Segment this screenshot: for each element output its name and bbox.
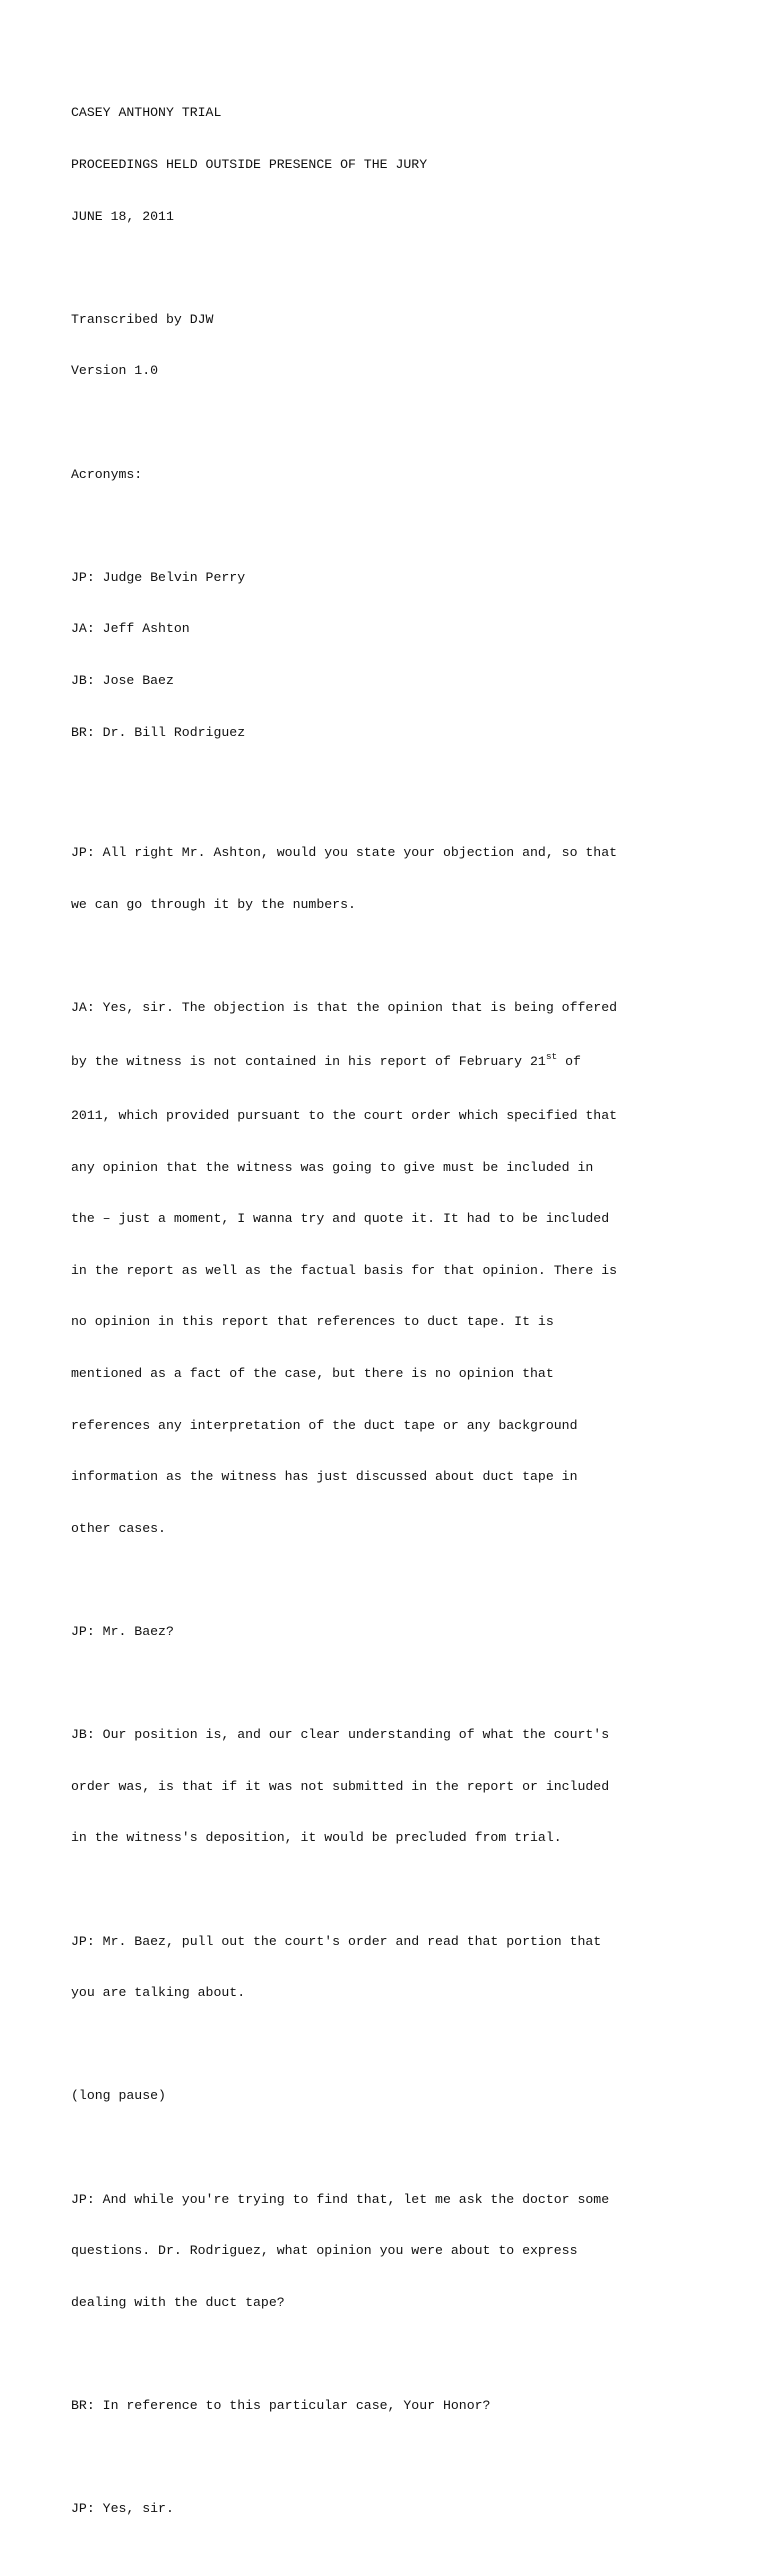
transcript-line: in the report as well as the factual basis for that opinion. There is	[71, 1262, 618, 1278]
transcript-line: 2011, which provided pursuant to the court order which specified that	[71, 1107, 618, 1123]
acronyms-heading: Acronyms:	[71, 466, 143, 482]
transcript-line: JP: Mr. Baez?	[71, 1623, 174, 1639]
transcript-line: you are talking about.	[71, 1985, 246, 2001]
transcript-line-with-superscript	[71, 1051, 711, 1073]
transcript-text: by the witness is not contained in his report of February 21	[71, 1053, 546, 1069]
ordinal-superscript: st	[545, 1050, 558, 1062]
transcript-line: mentioned as a fact of the case, but there is no opinion that	[71, 1365, 554, 1381]
transcript-page	[71, 70, 711, 2569]
transcript-line: references any interpretation of the duct tape or any background	[71, 1417, 578, 1433]
transcript-text: of	[557, 1053, 581, 1069]
acronyms-list	[71, 534, 711, 775]
transcriber-line: Transcribed by DJW	[71, 311, 214, 327]
transcript-line: the – just a moment, I wanna try and quote it. It had to be included	[71, 1211, 610, 1227]
acronym-item: JP: Judge Belvin Perry	[71, 569, 246, 585]
version-line: Version 1.0	[71, 363, 159, 379]
transcript-paragraph	[71, 2363, 711, 2449]
transcript-line: in the witness's deposition, it would be precluded from trial.	[71, 1830, 562, 1846]
document-header	[71, 70, 711, 259]
transcript-line: JP: All right Mr. Ashton, would you state your objection and, so that	[71, 845, 618, 861]
transcript-paragraph	[71, 2156, 711, 2345]
transcript-line: (long pause)	[71, 2088, 166, 2104]
document-meta	[71, 276, 711, 414]
transcript-paragraph	[71, 1898, 711, 2036]
transcript-line: JA: Yes, sir. The objection is that the opinion that is being offered	[71, 999, 618, 1015]
transcript-line: BR: In reference to this particular case, Your Honor?	[71, 2398, 491, 2414]
acronyms-heading-block	[71, 431, 711, 517]
acronym-item: BR: Dr. Bill Rodriguez	[71, 724, 246, 740]
transcript-line: questions. Dr. Rodriguez, what opinion you were about to express	[71, 2243, 578, 2259]
transcript-paragraph	[71, 2466, 711, 2552]
transcript-line: other cases.	[71, 1520, 166, 1536]
transcript-paragraph	[71, 2053, 711, 2139]
transcript-line: we can go through it by the numbers.	[71, 896, 356, 912]
document-date: JUNE 18, 2011	[71, 208, 174, 224]
transcript-line: JP: And while you're trying to find that, let me ask the doctor some	[71, 2191, 610, 2207]
acronym-item: JB: Jose Baez	[71, 673, 174, 689]
transcript-line: order was, is that if it was not submitted in the report or included	[71, 1778, 610, 1794]
acronym-item: JA: Jeff Ashton	[71, 621, 190, 637]
document-title: CASEY ANTHONY TRIAL	[71, 105, 222, 121]
transcript-line: information as the witness has just discussed about duct tape in	[71, 1469, 578, 1485]
transcript-paragraph	[71, 1692, 711, 1881]
transcript-line: no opinion in this report that references to duct tape. It is	[71, 1314, 554, 1330]
transcript-line: JB: Our position is, and our clear understanding of what the court's	[71, 1727, 610, 1743]
transcript-paragraph	[71, 964, 711, 1571]
transcript-line: dealing with the duct tape?	[71, 2294, 285, 2310]
transcript-line: any opinion that the witness was going to give must be included in	[71, 1159, 594, 1175]
document-subtitle: PROCEEDINGS HELD OUTSIDE PRESENCE OF THE JURY	[71, 157, 428, 173]
transcript-line: JP: Yes, sir.	[71, 2501, 174, 2517]
transcript-line: JP: Mr. Baez, pull out the court's order and read that portion that	[71, 1933, 602, 1949]
transcript-paragraph	[71, 1589, 711, 1675]
transcript-paragraph	[71, 810, 711, 948]
